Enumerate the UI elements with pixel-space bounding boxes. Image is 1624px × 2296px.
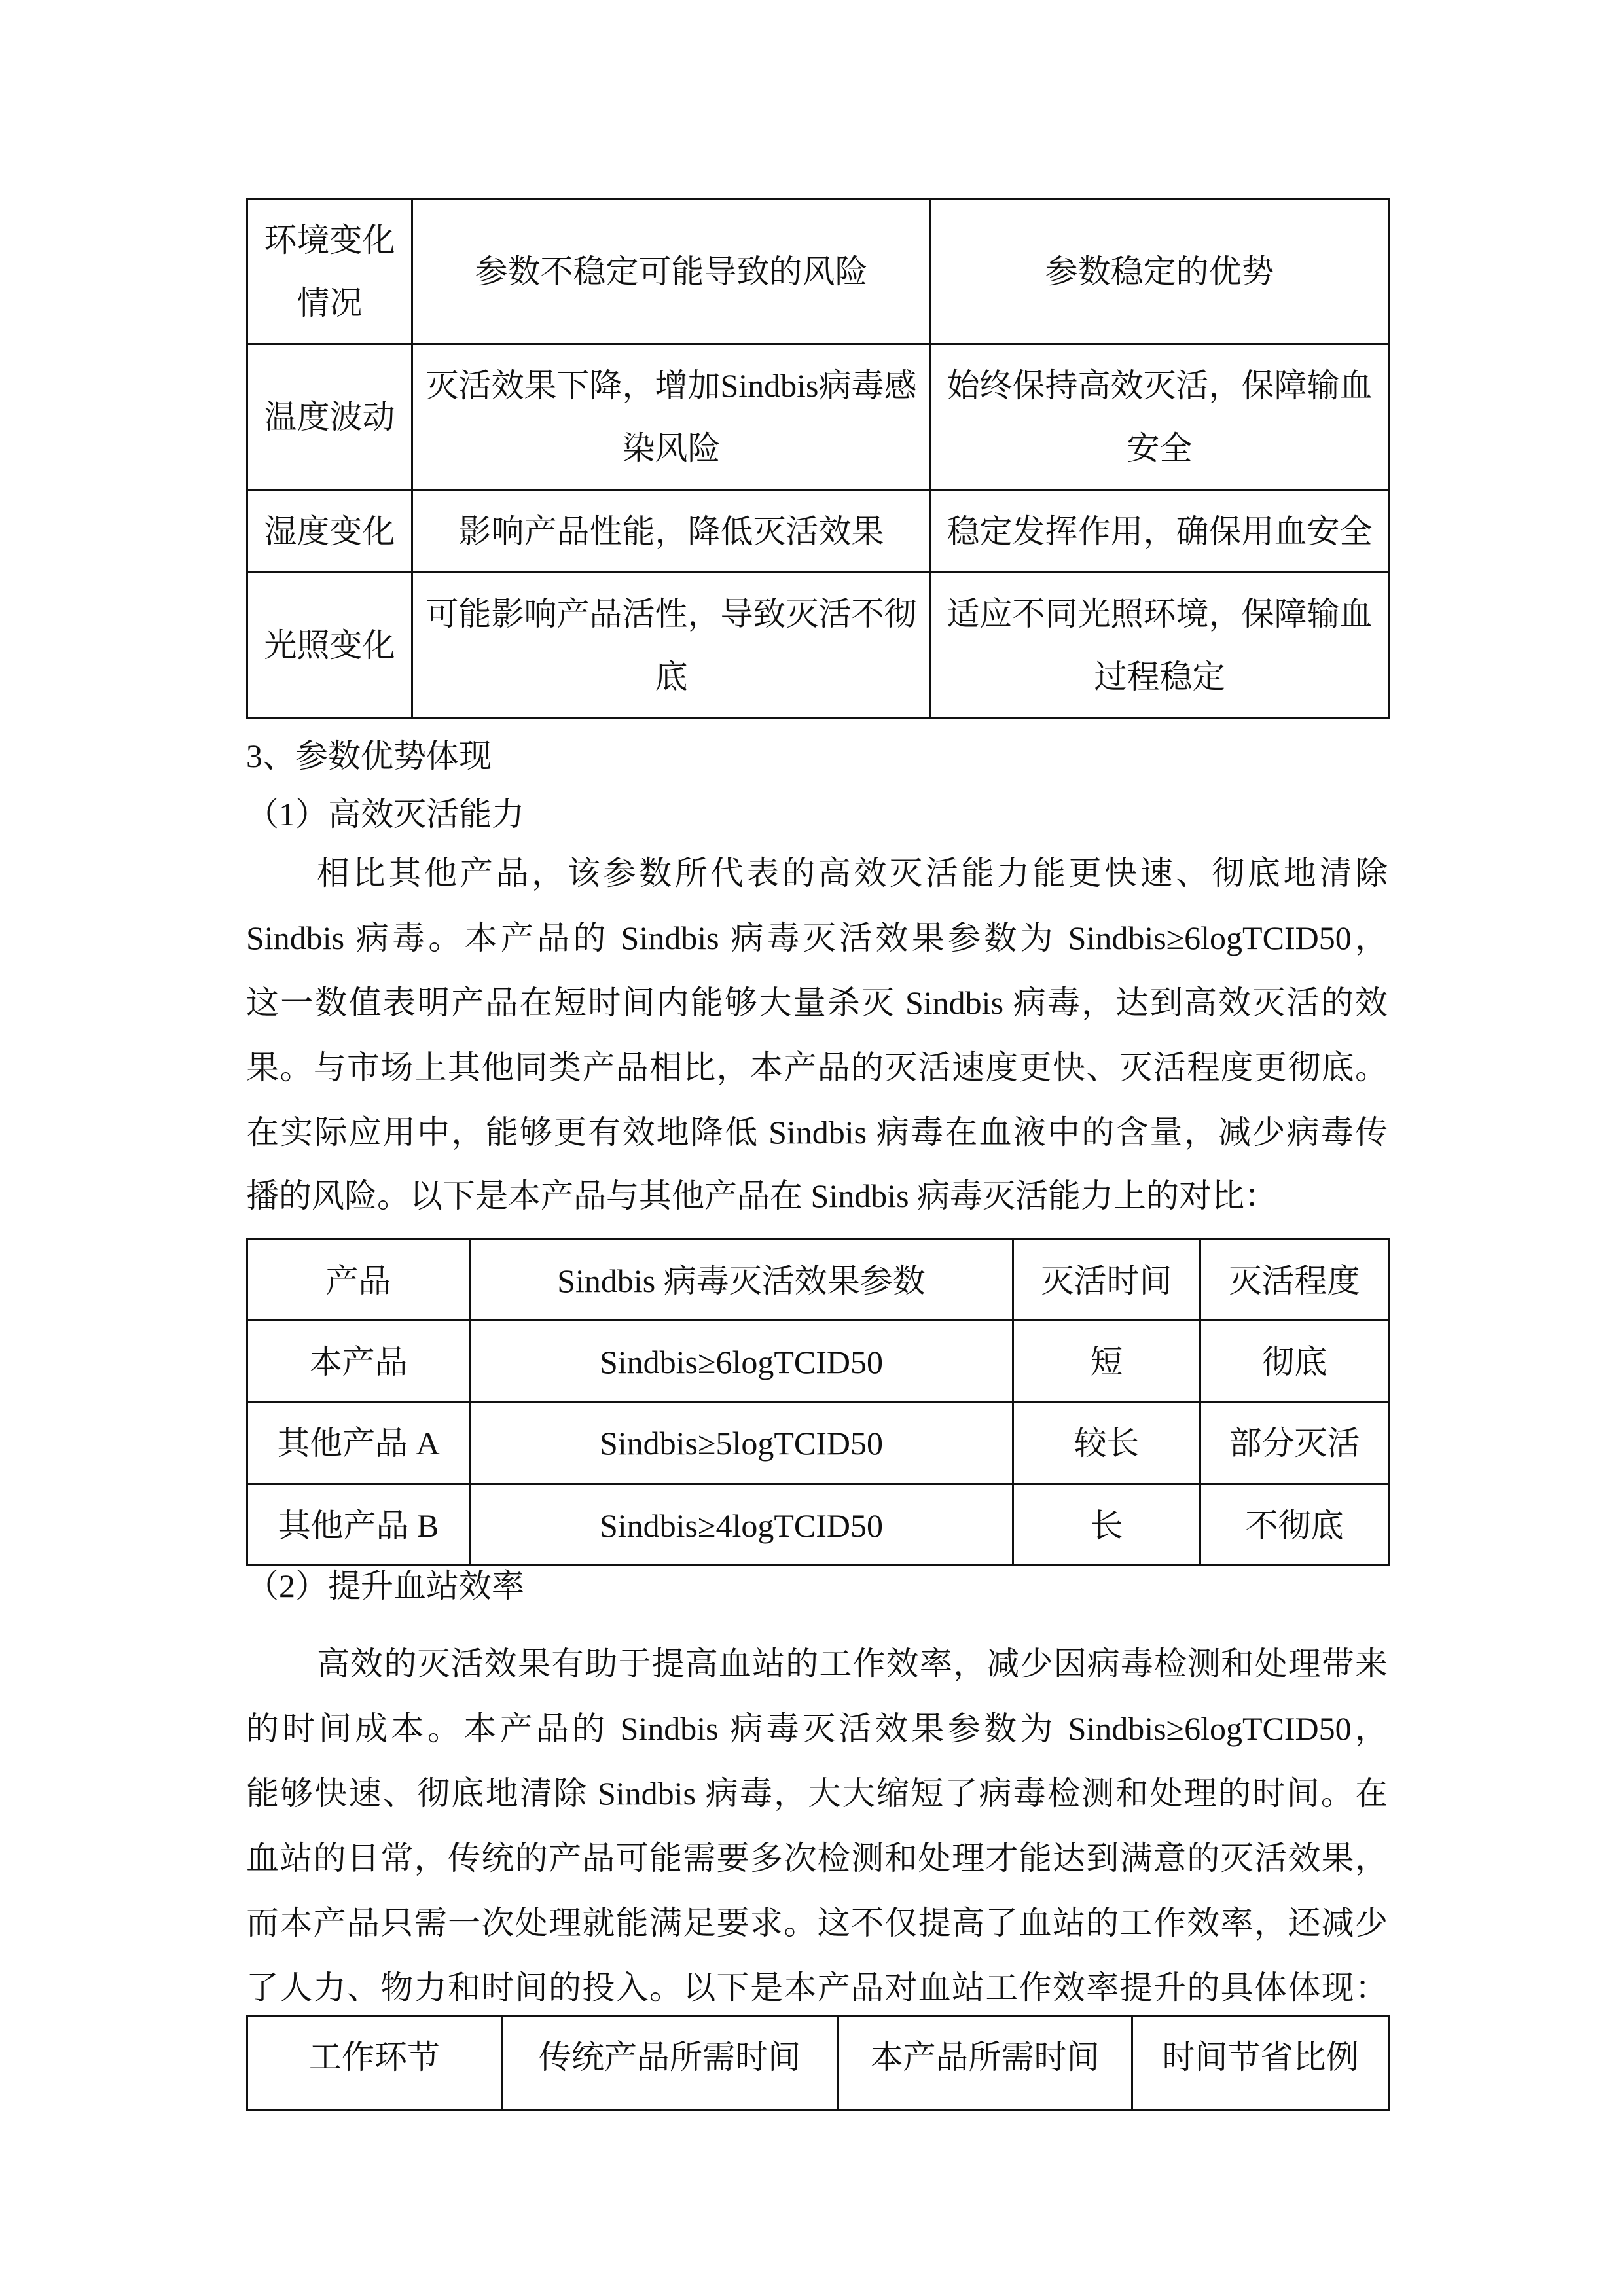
- table-cell: 部分灭活: [1200, 1402, 1389, 1484]
- paragraph-line: 相比其他产品，该参数所代表的高效灭活能力能更快速、彻底地清除: [317, 855, 1388, 891]
- table-cell: Sindbis≥5logTCID50: [470, 1402, 1013, 1484]
- header-cell: 参数不稳定可能导致的风险: [412, 200, 931, 344]
- table-cell: 灭活效果下降，增加Sindbis病毒感染风险: [412, 344, 931, 490]
- table-header-row: [247, 1240, 1389, 1321]
- paragraph-line: 高效的灭活效果有助于提高血站的工作效率，减少因病毒检测和处理带来: [317, 1645, 1388, 1682]
- inactivation-comparison-table: [246, 1238, 1390, 1566]
- table-cell: 其他产品 A: [247, 1402, 470, 1484]
- paragraph-line: 这一数值表明产品在短时间内能够大量杀灭 Sindbis 病毒，达到高效灭活的效: [246, 984, 1388, 1021]
- table-cell: 本产品: [247, 1321, 470, 1402]
- paragraph-line: 在实际应用中，能够更有效地降低 Sindbis 病毒在血液中的含量，减少病毒传: [246, 1114, 1388, 1151]
- table-row: [247, 573, 1389, 719]
- table-header-row: [247, 2016, 1389, 2110]
- table-cell: 短: [1013, 1321, 1200, 1402]
- table-row: [247, 1484, 1389, 1566]
- header-cell: 传统产品所需时间: [502, 2016, 838, 2110]
- table-cell: 始终保持高效灭活，保障输血安全: [931, 344, 1389, 490]
- table-cell: 稳定发挥作用，确保用血安全: [931, 490, 1389, 573]
- header-cell: 灭活程度: [1200, 1240, 1389, 1321]
- subsection-title: （1）高效灭活能力: [246, 796, 524, 833]
- table-cell: 湿度变化: [247, 490, 412, 573]
- header-cell: 本产品所需时间: [838, 2016, 1132, 2110]
- table-cell: 不彻底: [1200, 1484, 1389, 1566]
- paragraph-line: 的时间成本。本产品的 Sindbis 病毒灭活效果参数为 Sindbis≥6logTCID50，: [246, 1710, 1388, 1747]
- table-header-row: [247, 200, 1389, 344]
- paragraph-line: Sindbis 病毒。本产品的 Sindbis 病毒灭活效果参数为 Sindbis≥6logTCID50，: [246, 920, 1388, 956]
- paragraph-line: 果。与市场上其他同类产品相比，本产品的灭活速度更快、灭活程度更彻底。: [246, 1049, 1388, 1086]
- table-cell: 可能影响产品活性，导致灭活不彻底: [412, 573, 931, 719]
- paragraph-line: 血站的日常，传统的产品可能需要多次检测和处理才能达到满意的灭活效果，: [246, 1840, 1388, 1876]
- table-cell: 较长: [1013, 1402, 1200, 1484]
- header-cell: 灭活时间: [1013, 1240, 1200, 1321]
- header-cell: 产品: [247, 1240, 470, 1321]
- header-cell: 工作环节: [247, 2016, 502, 2110]
- header-cell: 参数稳定的优势: [931, 200, 1389, 344]
- table-cell: 彻底: [1200, 1321, 1389, 1402]
- table-row: [247, 490, 1389, 573]
- paragraph-line: 播的风险。以下是本产品与其他产品在 Sindbis 病毒灭活能力上的对比：: [246, 1177, 1278, 1214]
- subsection-title: （2）提升血站效率: [246, 1568, 524, 1604]
- paragraph-line: 而本产品只需一次处理就能满足要求。这不仅提高了血站的工作效率，还减少: [246, 1905, 1388, 1941]
- table-cell: 长: [1013, 1484, 1200, 1566]
- table-cell: Sindbis≥4logTCID50: [470, 1484, 1013, 1566]
- header-cell: 环境变化情况: [247, 200, 412, 344]
- header-cell: 时间节省比例: [1132, 2016, 1389, 2110]
- header-cell: Sindbis 病毒灭活效果参数: [470, 1240, 1013, 1321]
- section-heading: 3、参数优势体现: [246, 738, 492, 774]
- table-cell: 温度波动: [247, 344, 412, 490]
- table-cell: 光照变化: [247, 573, 412, 719]
- table-cell: 适应不同光照环境，保障输血过程稳定: [931, 573, 1389, 719]
- table-row: [247, 1402, 1389, 1484]
- table-cell: 影响产品性能，降低灭活效果: [412, 490, 931, 573]
- table-cell: Sindbis≥6logTCID50: [470, 1321, 1013, 1402]
- environment-risk-table: [246, 198, 1390, 719]
- paragraph-line: 能够快速、彻底地清除 Sindbis 病毒，大大缩短了病毒检测和处理的时间。在: [246, 1775, 1388, 1812]
- efficiency-table: [246, 2015, 1390, 2111]
- paragraph-line: 了人力、物力和时间的投入。以下是本产品对血站工作效率提升的具体体现：: [246, 1969, 1388, 2006]
- table-cell: 其他产品 B: [247, 1484, 470, 1566]
- table-row: [247, 1321, 1389, 1402]
- table-row: [247, 344, 1389, 490]
